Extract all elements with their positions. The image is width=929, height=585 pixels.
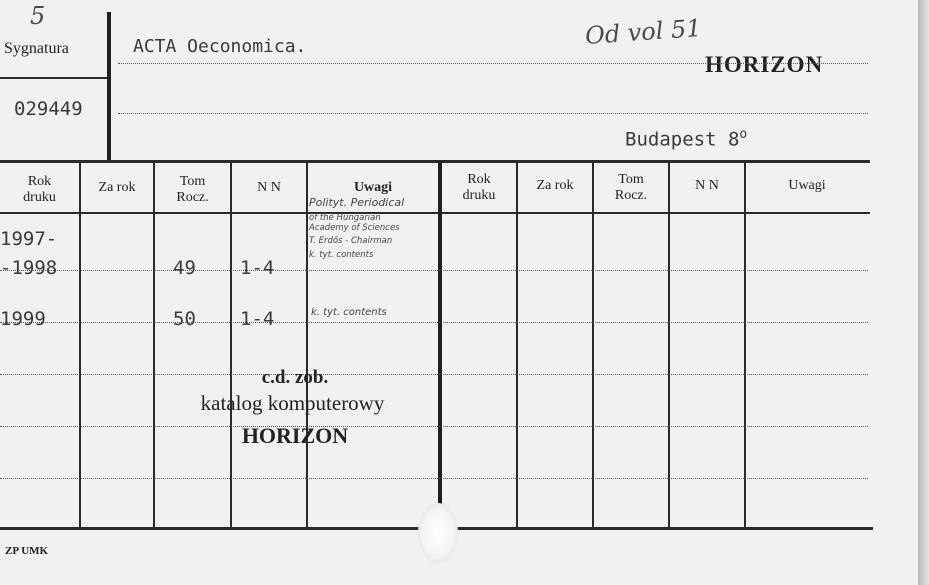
row-line: [0, 478, 868, 479]
col-line: [230, 162, 232, 528]
row-line: [0, 270, 868, 271]
center-divider-line: [438, 162, 442, 528]
header-nn: N N: [257, 180, 281, 195]
table-top-line: [0, 160, 870, 163]
stamp-line-3: HORIZON: [241, 423, 349, 448]
note-line-2: of the Hungarian: [309, 213, 381, 223]
note-line-1: Polityt. Periodical: [309, 196, 405, 209]
card-edge: [918, 0, 929, 585]
table-header-line: [0, 212, 870, 214]
stamp-line-2: katalog komputerowy: [200, 391, 385, 415]
horizon-stamp: HORIZON: [705, 52, 824, 77]
header-nn-right: N N: [695, 178, 719, 193]
punch-hole: [418, 503, 458, 563]
row-3-nn: 1-4: [240, 308, 275, 330]
header-za-rok-right: Za rok: [536, 178, 574, 193]
header-uwagi: Uwagi: [353, 180, 393, 195]
col-line: [516, 162, 518, 528]
header-za-rok: Za rok: [98, 180, 136, 195]
col-line: [592, 162, 594, 528]
col-line: [79, 162, 81, 528]
title-divider-line: [107, 12, 111, 162]
row-3-rok-druku: 1999: [0, 308, 46, 330]
col-line: [306, 162, 308, 528]
row-2-tom: 49: [173, 257, 196, 279]
title-typed: ACTA Oeconomica.: [133, 36, 307, 57]
col-line: [744, 162, 746, 528]
syg-label: Sygnatura: [4, 40, 69, 57]
header-tom-rocz-right: Tom Rocz.: [614, 172, 648, 203]
header-tom-rocz: Tom Rocz.: [176, 174, 209, 205]
card-index-number: 5: [30, 2, 46, 30]
note-line-3: Academy of Sciences: [309, 223, 400, 233]
footer-label: ZP UMK: [5, 545, 49, 557]
row-2-rok-druku: -1998: [0, 257, 58, 279]
place-format: Budapest 8$^o$: [625, 127, 748, 151]
syg-underline: [0, 77, 107, 79]
row-3-tom: 50: [173, 308, 196, 330]
title-line-2: [118, 113, 868, 114]
header-rok-druku: Rok druku: [23, 174, 56, 205]
note-row-3: k. tyt. contents: [311, 307, 387, 318]
header-uwagi-right: Uwagi: [788, 178, 826, 193]
note-line-5: k. tyt. contents: [309, 250, 374, 260]
call-number: 029449: [14, 98, 83, 120]
row-line: [0, 322, 868, 323]
row-line: [0, 426, 868, 427]
col-line: [153, 162, 155, 528]
handwritten-volume-note: Od vol 51: [584, 13, 703, 51]
title-line-1: [118, 63, 868, 64]
row-1-rok-druku: 1997-: [0, 228, 58, 250]
note-line-4: T. Erdős - Chairman: [309, 236, 393, 246]
header-rok-druku-right: Rok druku: [462, 172, 496, 203]
row-2-nn: 1-4: [240, 257, 275, 279]
stamp-line-1: c.d. zob.: [261, 367, 329, 388]
col-line: [668, 162, 670, 528]
